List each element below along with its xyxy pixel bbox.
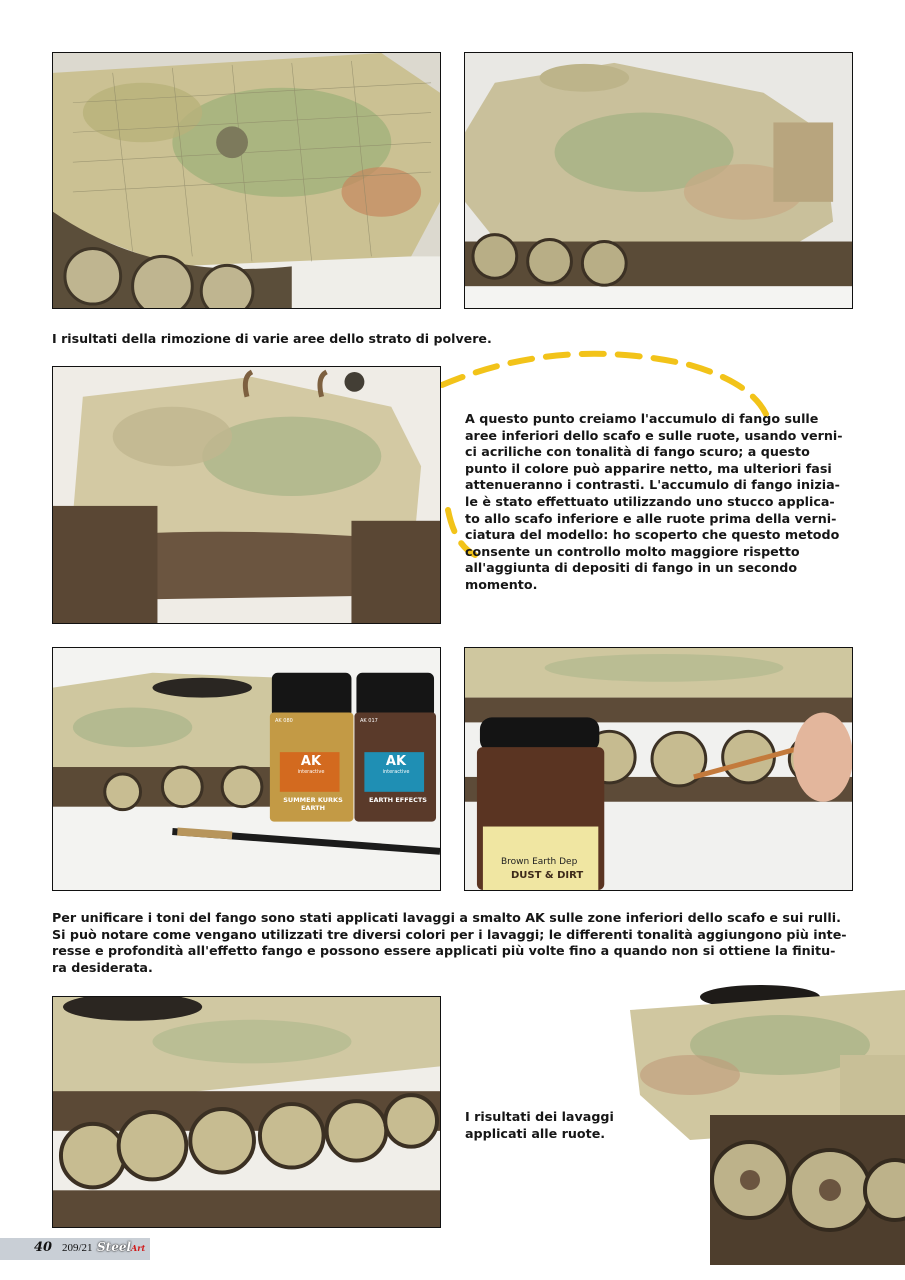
photo-ak-enamel-jars (52, 647, 441, 891)
jar1-name: SUMMER KURKS EARTH (283, 796, 343, 812)
jar1-brand: AK (300, 754, 322, 769)
text-line: I risultati dei lavaggi (465, 1109, 614, 1124)
text-line: Per unificare i toni del fango sono stati applicati lavaggi a smalto AK sulle zone inferiori dello scafo e sui rulli. (52, 910, 841, 925)
photo-wheels-washes-result (52, 996, 441, 1228)
text-line: le è stato effettuato utilizzando uno stucco applica- (465, 493, 835, 509)
caption-wheels-result (465, 1109, 614, 1142)
text-line: resse e profondità all'effetto fango e possono essere applicati più volte fino a quando non si ottiene la finitu- (52, 943, 836, 959)
text-line: to allo scafo inferiore e alle ruote prima della verni- (465, 510, 837, 526)
photo-brushing-wheels (464, 647, 853, 891)
text-line: attenueranno i contrasti. L'accumulo di fango inizia- (465, 477, 840, 493)
paragraph-washes (52, 910, 847, 976)
text-line: Si può notare come vengano utilizzati tre diversi colori per i lavaggi; le differenti tonalità aggiungono più inte- (52, 926, 847, 942)
photo-tank-cutout-rear (630, 975, 905, 1265)
text-line: aree inferiori dello scafo e sulle ruote, usando verni- (465, 427, 843, 443)
text-line: consente un controllo molto maggiore rispetto (465, 543, 800, 559)
page-number: 40 (34, 1240, 53, 1255)
text-line: applicati alle ruote. (465, 1125, 606, 1141)
photo-tank-rear-camo (52, 52, 441, 309)
photo-tank-rear-mud (52, 366, 441, 624)
text-line: momento. (465, 576, 538, 592)
jar2-brand: AK (385, 754, 407, 769)
jar2-label (366, 755, 426, 776)
photo-tank-front-camo (464, 52, 853, 309)
text-line: A questo punto creiamo l'accumulo di fango sulle (465, 411, 819, 426)
magazine-logo (97, 1240, 145, 1254)
logo-accent: Art (131, 1243, 146, 1253)
text-line: all'aggiunta di depositi di fango in un secondo (465, 560, 798, 576)
text-line: ci acriliche con tonalità di fango scuro; a questo (465, 444, 810, 460)
jar2-name: EARTH EFFECTS (369, 796, 427, 804)
jar3-sub: DUST & DIRT (511, 870, 584, 881)
caption-dust-removal: I risultati della rimozione di varie aree dello strato di polvere. (52, 331, 492, 346)
jar1-sub: interactive (297, 769, 325, 775)
text-line: punto il colore può apparire netto, ma ulteriori fasi (465, 460, 832, 476)
text-line: ra desiderata. (52, 959, 153, 975)
jar2-sub: interactive (382, 769, 410, 775)
issue-number: 209/21 (62, 1242, 93, 1254)
jar1-label (281, 755, 341, 776)
jar2-code: AK 017 (360, 718, 378, 724)
logo-main: Steel (97, 1240, 132, 1254)
jar3-label: Brown Earth Dep (501, 857, 578, 867)
paragraph-mud-buildup (465, 411, 843, 594)
text-line: ciatura del modello: ho scoperto che questo metodo (465, 527, 840, 543)
jar1-code: AK 080 (275, 718, 293, 724)
